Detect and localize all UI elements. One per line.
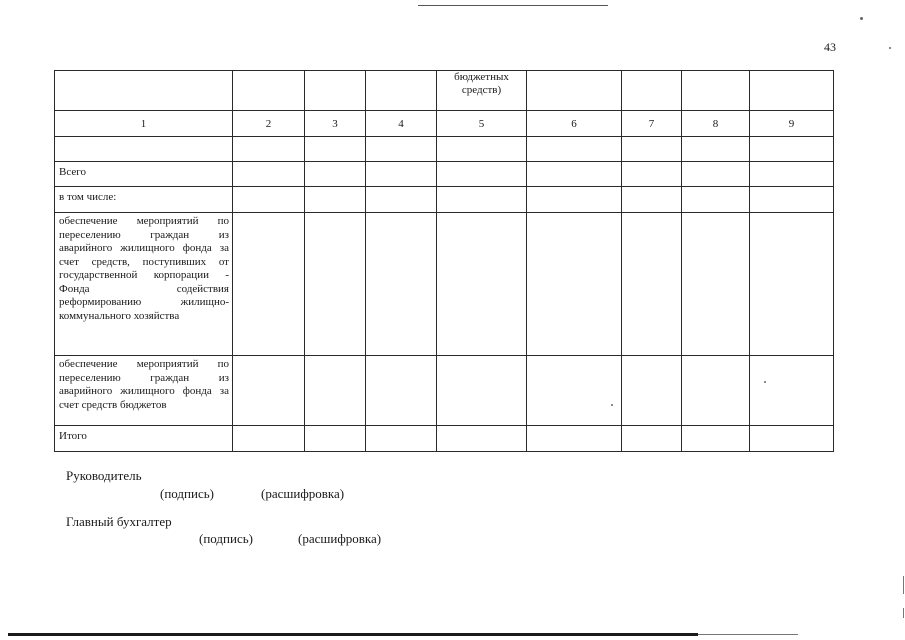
table-cell	[55, 137, 233, 162]
table-cell	[750, 187, 834, 213]
table-cell	[527, 71, 622, 111]
table-cell	[682, 137, 750, 162]
table-cell	[366, 213, 437, 356]
table-cell	[622, 187, 682, 213]
scan-edge-mark	[903, 608, 904, 618]
table-cell	[305, 213, 366, 356]
table-cell	[527, 187, 622, 213]
table-cell	[437, 213, 527, 356]
head-decoding-label: (расшифровка)	[261, 486, 345, 501]
scan-speck	[889, 47, 891, 49]
table-cell	[527, 162, 622, 187]
table-cell	[437, 356, 527, 426]
column-number-row	[55, 111, 834, 137]
accountant-signature-label: (подпись)	[199, 531, 253, 546]
report-table	[54, 70, 834, 452]
table-cell	[305, 356, 366, 426]
row-label-fund: обеспечение мероприятий по переселению граждан из аварийного жилищного фонда за счет средств, поступивших от государственной корпорации - Фонда содействия реформированию жилищно-коммунального хозяйства	[55, 213, 233, 356]
table-cell	[750, 162, 834, 187]
table-cell	[366, 137, 437, 162]
scan-speck	[860, 17, 863, 20]
table-cell	[55, 71, 233, 111]
table-cell	[366, 187, 437, 213]
head-signature-label: (подпись)	[160, 486, 214, 501]
table-cell	[682, 213, 750, 356]
table-cell	[682, 71, 750, 111]
page-number: 43	[824, 40, 836, 54]
table-cell	[305, 137, 366, 162]
table-cell	[233, 71, 305, 111]
table-cell	[622, 426, 682, 452]
table-cell	[437, 187, 527, 213]
table-cell	[366, 162, 437, 187]
table-cell	[682, 356, 750, 426]
table-cell	[622, 71, 682, 111]
table-cell	[750, 137, 834, 162]
table-cell	[233, 213, 305, 356]
table-cell	[682, 162, 750, 187]
header-cell-budget-funds: бюджетных средств)	[437, 71, 527, 111]
table-cell	[622, 162, 682, 187]
table-row-empty	[55, 137, 834, 162]
row-label-including: в том числе:	[55, 187, 233, 213]
table-cell	[233, 356, 305, 426]
table-cell	[366, 71, 437, 111]
table-cell	[305, 426, 366, 452]
table-cell	[622, 356, 682, 426]
table-cell	[437, 426, 527, 452]
column-number: 3	[305, 111, 366, 137]
table-cell	[750, 213, 834, 356]
table-row-fund	[55, 213, 834, 356]
table-cell	[305, 71, 366, 111]
table-cell	[682, 187, 750, 213]
column-number: 8	[682, 111, 750, 137]
column-number: 6	[527, 111, 622, 137]
table-cell	[527, 213, 622, 356]
table-row-total	[55, 162, 834, 187]
row-label-total: Всего	[55, 162, 233, 187]
column-number: 9	[750, 111, 834, 137]
table-cell	[366, 356, 437, 426]
table-cell	[750, 356, 834, 426]
table-cell	[622, 213, 682, 356]
top-rule	[418, 5, 608, 6]
column-number: 7	[622, 111, 682, 137]
column-number: 2	[233, 111, 305, 137]
scan-bottom-bar	[698, 634, 798, 635]
accountant-decoding-label: (расшифровка)	[298, 531, 382, 546]
table-cell	[366, 426, 437, 452]
row-label-budget: обеспечение мероприятий по переселению граждан из аварийного жилищного фонда за счет средств бюджетов	[55, 356, 233, 426]
table-row-grand-total	[55, 426, 834, 452]
table-cell	[437, 137, 527, 162]
table-row-including	[55, 187, 834, 213]
table-cell	[750, 426, 834, 452]
table-cell	[233, 137, 305, 162]
column-number: 4	[366, 111, 437, 137]
table-cell	[233, 162, 305, 187]
table-cell	[305, 187, 366, 213]
accountant-title: Главный бухгалтер	[66, 514, 172, 529]
table-cell	[437, 162, 527, 187]
column-number: 5	[437, 111, 527, 137]
table-cell	[527, 356, 622, 426]
table-cell	[750, 71, 834, 111]
row-label-grand-total: Итого	[55, 426, 233, 452]
column-number: 1	[55, 111, 233, 137]
head-title: Руководитель	[66, 468, 142, 483]
table-cell	[682, 426, 750, 452]
table-cell	[233, 187, 305, 213]
table-cell	[305, 162, 366, 187]
scan-bottom-bar	[8, 633, 698, 636]
table-cell	[233, 426, 305, 452]
table-row-budget	[55, 356, 834, 426]
table-header-row	[55, 71, 834, 111]
table-cell	[527, 426, 622, 452]
scan-edge-mark	[903, 576, 904, 594]
table-cell	[622, 137, 682, 162]
table-cell	[527, 137, 622, 162]
